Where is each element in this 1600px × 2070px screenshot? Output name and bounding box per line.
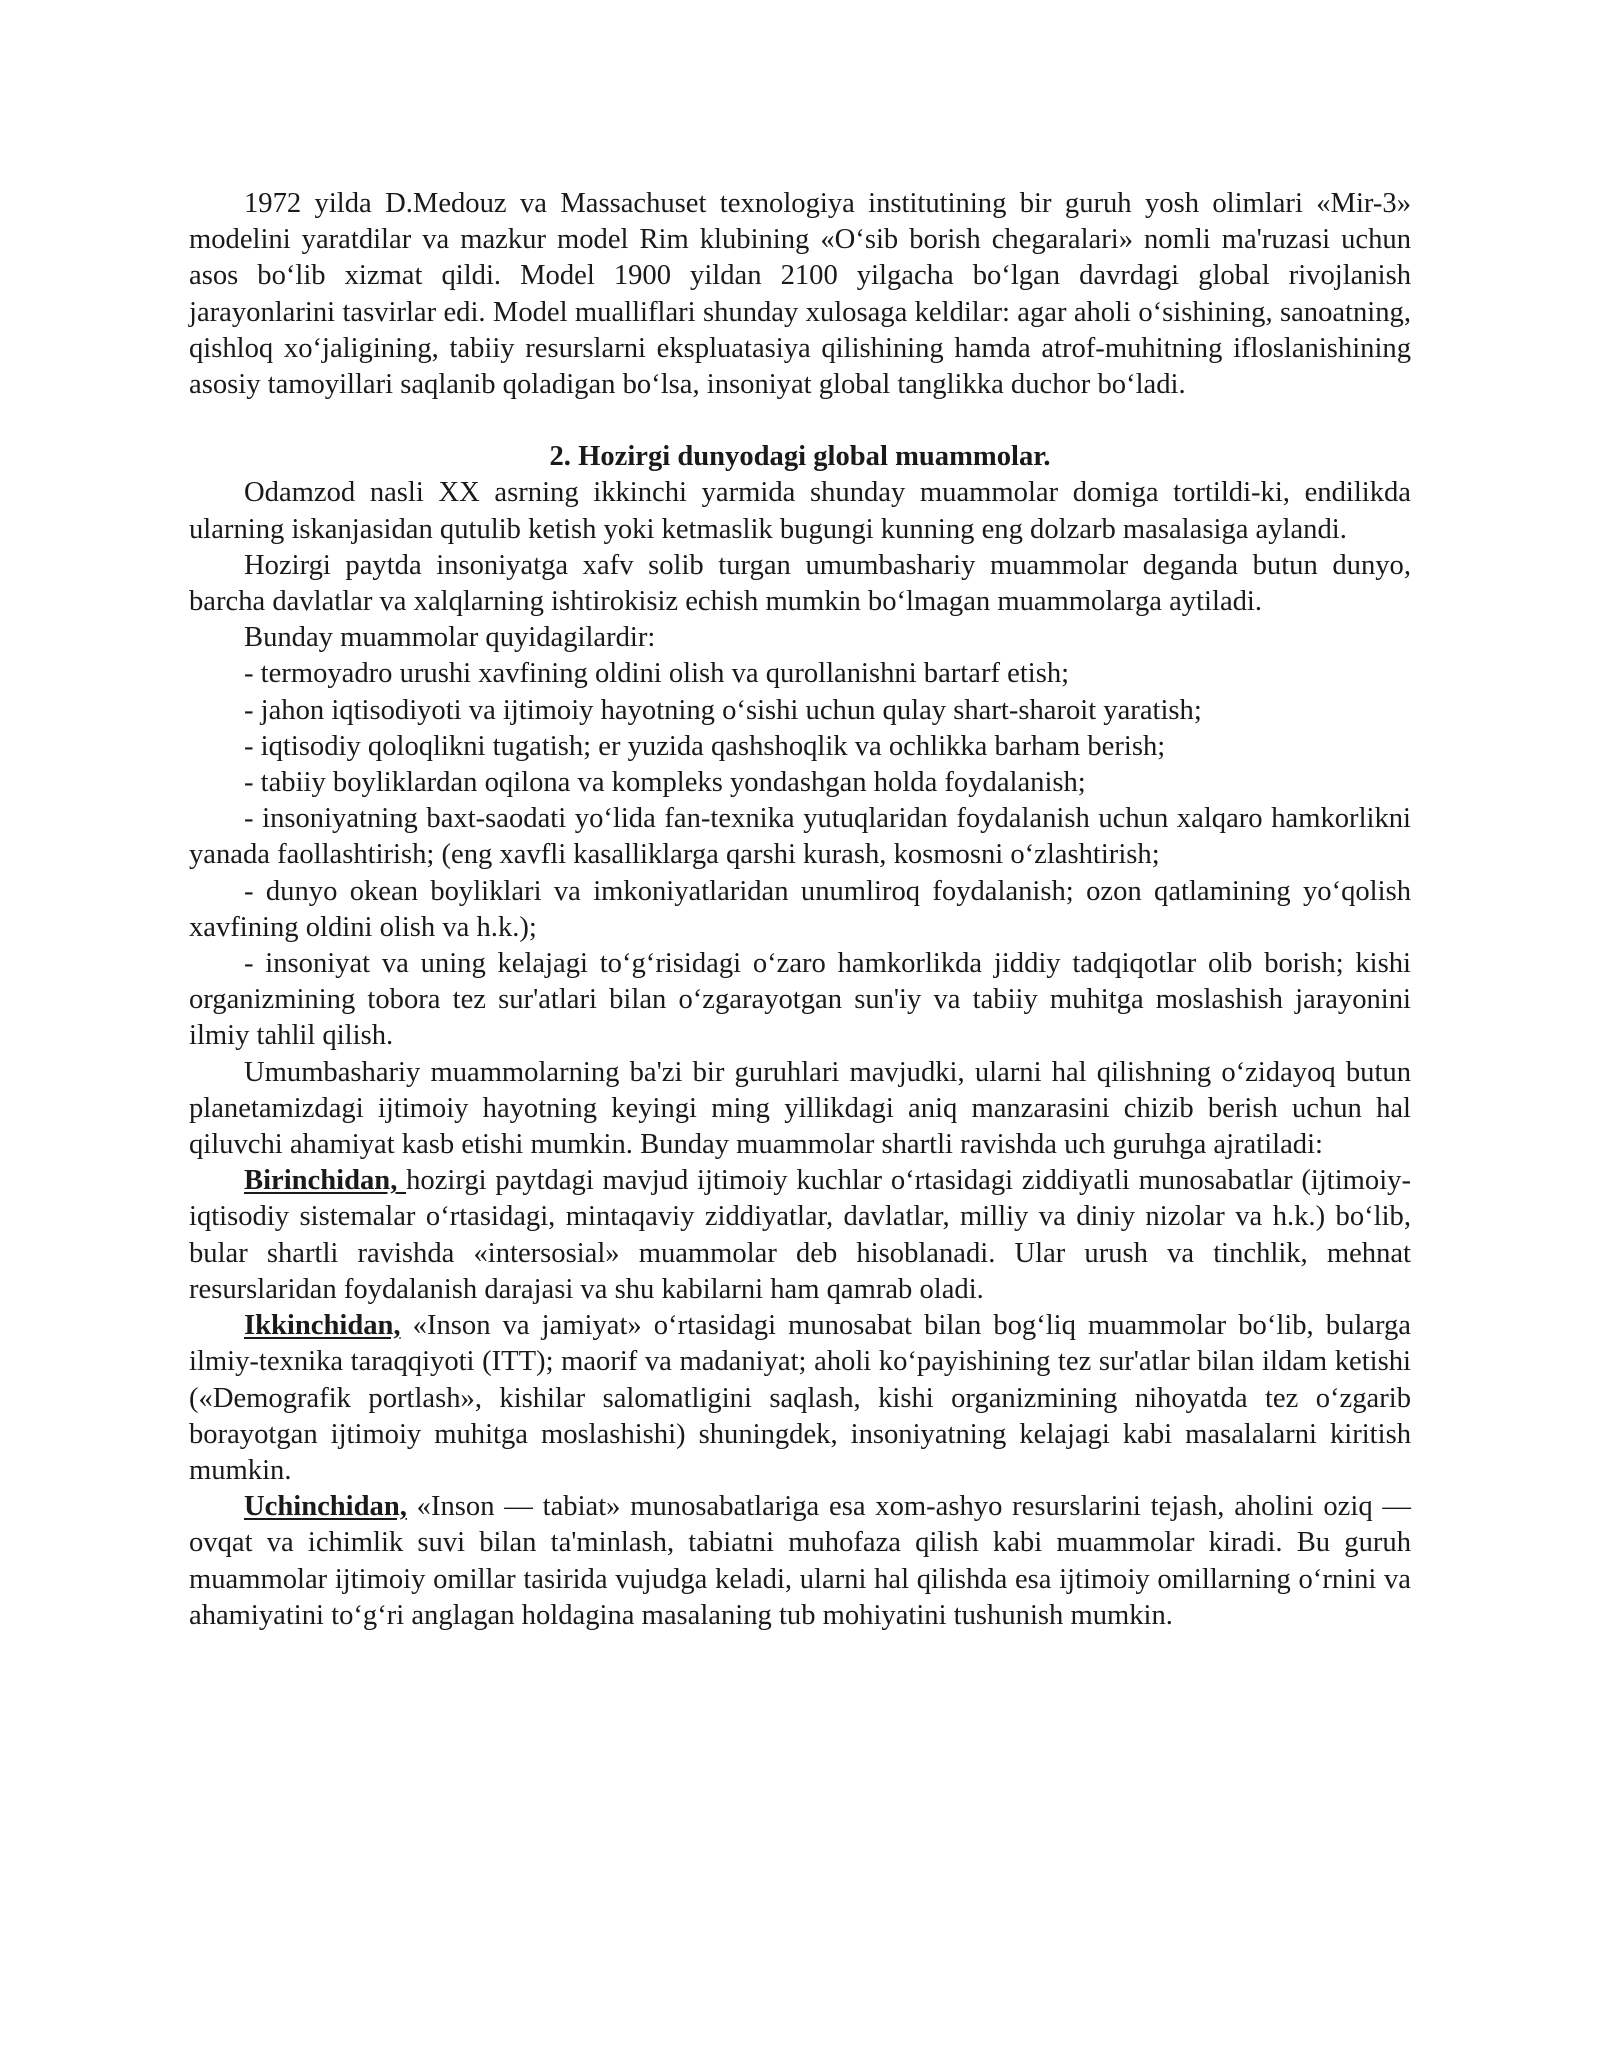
document-page: [189, 186, 1411, 1634]
list-item: - insoniyat va uning kelajagi to‘g‘risidagi o‘zaro hamkorlikda jiddiy tadqiqotlar olib borish; kishi organizmining tobora tez sur'atlari bilan o‘zgarayotgan sun'iy va tabiiy muhitga moslashish jarayonini ilmiy tahlil qilish.: [189, 948, 1411, 1052]
list-item: - iqtisodiy qoloqlikni tugatish; er yuzida qashshoqlik va ochlikka barham berish;: [244, 730, 1166, 762]
intro-paragraph: 1972 yilda D.Medouz va Massachuset texnologiya institutining bir guruh yosh olimlari «Mir-3» modelini yaratdilar va mazkur model Rim klubining «O‘sib borish chegaralari» nomli ma'ruzasi uchun asos bo‘lib xizmat qildi. Model 1900 yildan 2100 yilgacha bo‘lgan davrdagi global rivojlanish jarayonlarini tasvirlar edi. Model mualliflari shunday xulosaga keldilar: agar aholi o‘sishining, sanoatning, qishloq xo‘jaligining, tabiiy resurslarni ekspluatasiya qilishining hamda atrof-muhitning ifloslanishining asosiy tamoyillari saqlanib qoladigan bo‘lsa, insoniyat global tanglikka duchor bo‘ladi.: [189, 188, 1411, 401]
group-3-paragraph: [189, 1489, 1411, 1634]
list-item: - dunyo okean boyliklari va imkoniyatlaridan unumliroq foydalanish; ozon qatlamining yo‘qolish xavfining oldini olish va h.k.);: [189, 875, 1411, 943]
list-item: - termoyadro urushi xavfining oldini olish va qurollanishni bartarf etish;: [244, 658, 1070, 690]
groups-intro-paragraph: Umumbashariy muammolarning ba'zi bir guruhlari mavjudki, ularni hal qilishning o‘zidayoq butun planetamizdagi ijtimoiy hayotning keyingi ming yillikdagi aniq manzarasini chizib berish uchun hal qiluvchi ahamiyat kasb etishi mumkin. Bunday muammolar shartli ravishda uch guruhga ajratiladi:: [189, 1056, 1411, 1161]
section-heading: 2. Hozirgi dunyodagi global muammolar.: [549, 441, 1051, 473]
list-item: - tabiiy boyliklardan oqilona va kompleks yondashgan holda foydalanish;: [244, 767, 1086, 799]
group-3-text: «Inson — tabiat» munosabatlariga esa xom-ashyo resurslarini tejash, aholini oziq — ovqat va ichimlik suvi bilan ta'minlash, tabiatni muhofaza qilish kabi muammolar kiradi. Bu guruh muammolar ijtimoiy omillar tasirida vujudga keladi, ularni hal qilishda esa ijtimoiy omillarning o‘rnini va ahamiyatini to‘g‘ri anglagan holdagina masalaning tub mohiyatini tushunish mumkin.: [189, 1491, 1411, 1631]
group-2-paragraph: [189, 1308, 1411, 1489]
paragraph-1: Odamzod nasli XX asrning ikkinchi yarmida shunday muammolar domiga tortildi-ki, endilikda ularning iskanjasidan qutulib ketish yoki ketmaslik bugungi kunning eng dolzarb masalasiga aylandi.: [189, 477, 1411, 545]
group-2-lead: Ikkinchidan,: [244, 1310, 401, 1342]
group-1-lead: Birinchidan,: [244, 1165, 407, 1197]
paragraph-3: Bunday muammolar quyidagilardir:: [244, 622, 656, 654]
group-1-paragraph: [189, 1163, 1411, 1308]
group-3-lead: Uchinchidan,: [244, 1491, 407, 1523]
list-item: - jahon iqtisodiyoti va ijtimoiy hayotning o‘sishi uchun qulay shart-sharoit yaratish;: [244, 694, 1202, 726]
group-2-text: «Inson va jamiyat» o‘rtasidagi munosabat bilan bog‘liq muammolar bo‘lib, bularga ilmiy-texnika taraqqiyoti (ITT); maorif va madaniyat; aholi ko‘payishining tez sur'atlar bilan ildam ketishi («Demografik portlash», kishilar salomatligini saqlash, kishi organizmining nihoyatda tez o‘zgarib borayotgan ijtimoiy muhitga moslashishi) shuningdek, insoniyatning kelajagi kabi masalalarni kiritish mumkin.: [189, 1310, 1411, 1486]
paragraph-2: Hozirgi paytda insoniyatga xafv solib turgan umumbashariy muammolar deganda butun dunyo, barcha davlatlar va xalqlarning ishtirokisiz echish mumkin bo‘lmagan muammolarga aytiladi.: [189, 549, 1411, 618]
group-1-text: hozirgi paytdagi mavjud ijtimoiy kuchlar o‘rtasidagi ziddiyatli munosabatlar (ijtimoiy-iqtisodiy sistemalar o‘rtasidagi, mintaqaviy ziddiyatlar, davlatlar, milliy va diniy nizolar va h.k.) bo‘lib, bular shartli ravishda «intersosial» muammolar deb hisoblanadi. Ular urush va tinchlik, mehnat resurslaridan foydalanish darajasi va shu kabilarni ham qamrab oladi.: [189, 1165, 1411, 1305]
list-item: - insoniyatning baxt-saodati yo‘lida fan-texnika yutuqlaridan foydalanish uchun xalqaro hamkorlikni yanada faollashtirish; (eng xavfli kasalliklarga qarshi kurash, kosmosni o‘zlashtirish;: [189, 803, 1411, 871]
